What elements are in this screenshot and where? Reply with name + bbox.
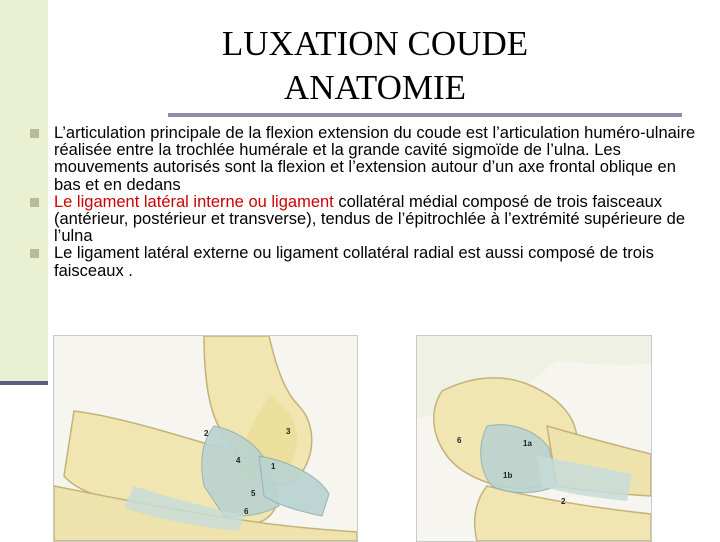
elbow-illustration-right-svg [417,336,651,541]
fig-right-label-3: 1b [503,471,513,480]
square-bullet-icon [30,129,39,138]
bullet-item-1 [30,125,700,194]
bullet-2-red-text: Le ligament latéral interne ou ligament [54,192,334,211]
title-line-2: ANATOMIE [283,68,467,107]
fig-right-label-2: 1a [523,439,532,448]
left-accent-rule [0,381,48,385]
fig-right-label-1: 6 [457,436,462,445]
fig-left-label-5: 5 [251,489,256,498]
bullet-list [30,125,700,280]
bullet-3-text: Le ligament latéral externe ou ligament collatéral radial est aussi composé de trois faisceaux . [54,244,654,280]
bullet-2-text: collatéral médial composé de trois faisceaux (antérieur, postérieur et transverse), tendus de l’épitrochlée à l’extrémité supérieure de l’ulna [54,192,685,246]
square-bullet-icon [30,249,39,258]
slide-title [150,22,600,110]
elbow-illustration-left-svg [54,336,357,541]
fig-left-label-2: 3 [286,427,291,436]
title-underline [168,113,682,117]
fig-right-label-4: 2 [561,497,566,506]
elbow-medial-ligament-illustration [53,335,358,542]
bullet-1-text: L’articulation principale de la flexion extension du coude est l’articulation huméro-ulnaire réalisée entre la trochlée humérale et la grande cavité sigmoïde de l’ulna. Les mouvements autorisés sont la flexion et l’extension autour d’un axe frontal oblique en bas et en dedans [54,124,696,194]
fig-left-label-1: 2 [204,429,209,438]
fig-left-label-3: 4 [236,456,241,465]
fig-left-label-6: 6 [244,507,249,516]
title-line-1: LUXATION COUDE [221,24,529,63]
square-bullet-icon [30,198,39,207]
fig-left-label-4: 1 [271,462,276,471]
elbow-lateral-ligament-illustration [416,335,652,542]
bullet-item-3 [30,245,700,279]
bullet-item-2 [30,194,700,246]
